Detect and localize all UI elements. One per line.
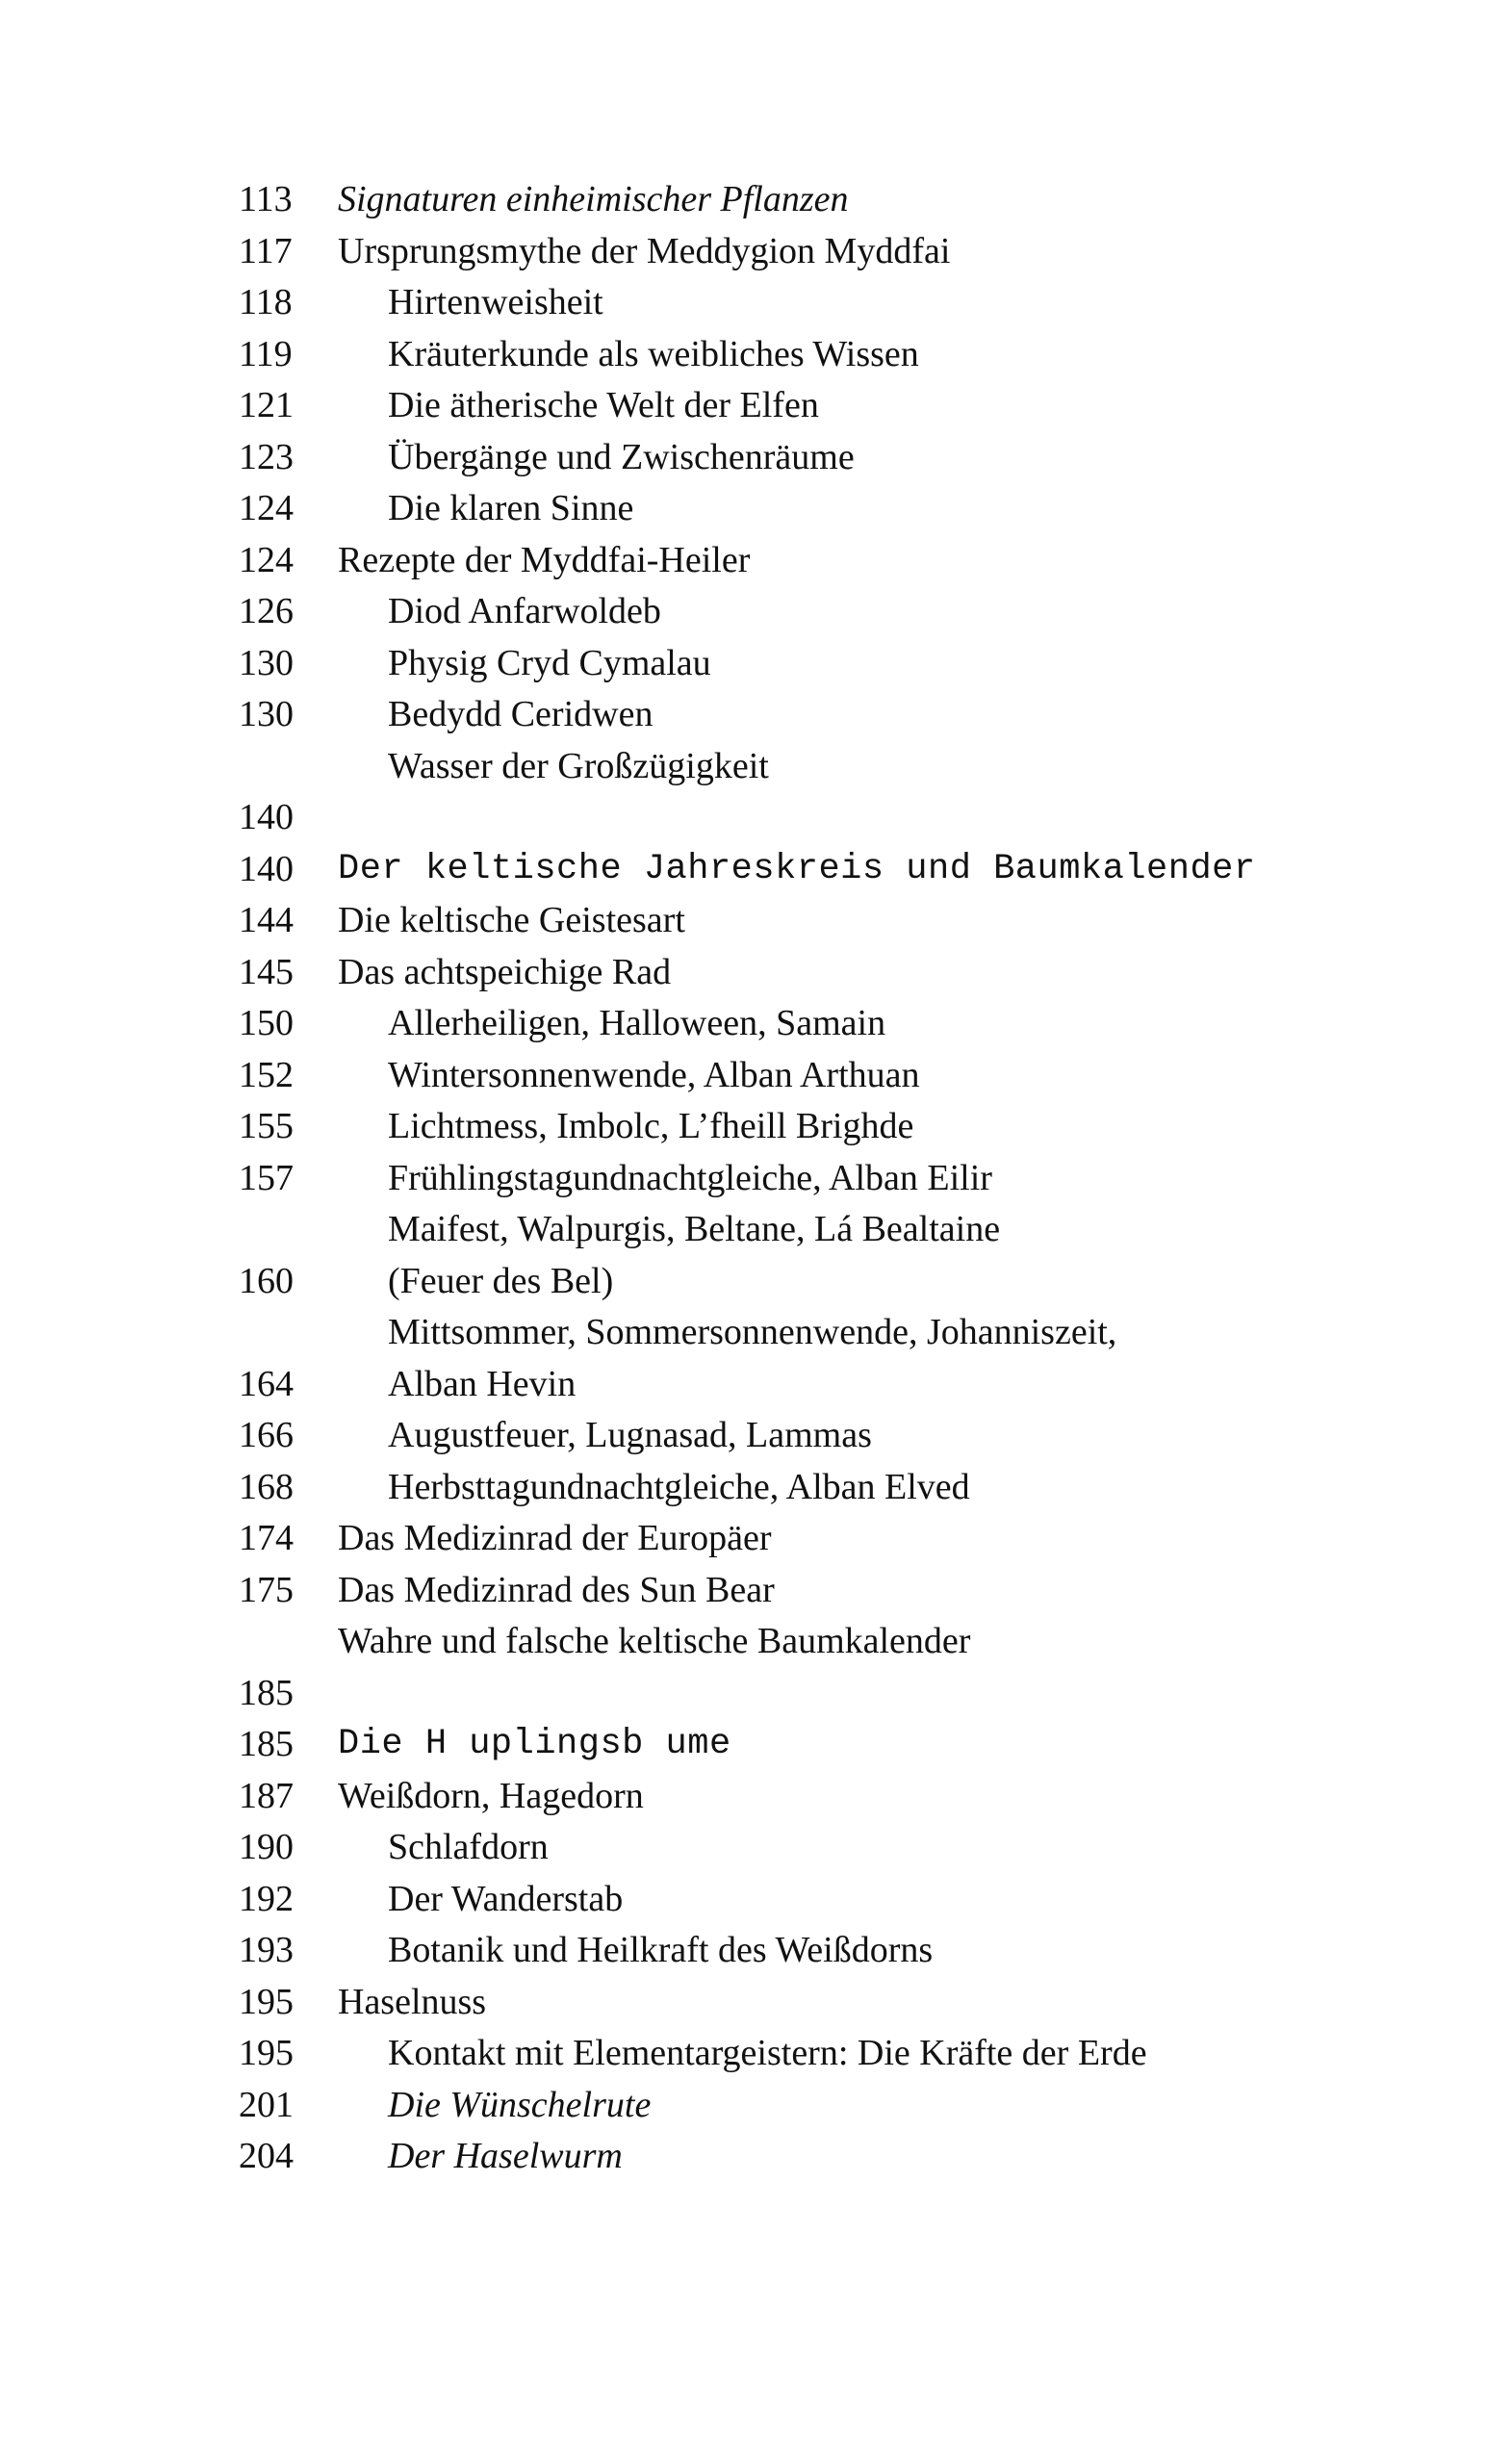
toc-entry-title: Wahre und falsche keltische Baumkalender bbox=[338, 1621, 971, 1661]
toc-entry bbox=[239, 1101, 1490, 1153]
toc-page-number: 121 bbox=[239, 385, 294, 425]
toc-page-number: 185 bbox=[239, 1724, 294, 1764]
toc-entry bbox=[239, 1565, 1490, 1617]
toc-page-number: 130 bbox=[239, 694, 294, 734]
toc-entry-title: Haselnuss bbox=[338, 1981, 487, 2022]
toc-subentry-title: Die klaren Sinne bbox=[388, 488, 634, 528]
toc-subentry-title: Der Haselwurm bbox=[388, 2136, 623, 2176]
toc-page-number: 168 bbox=[239, 1466, 294, 1507]
toc-page-number: 123 bbox=[239, 436, 294, 477]
toc-page-number: 150 bbox=[239, 1003, 294, 1043]
toc-entry-title: Ursprungsmythe der Meddygion Myddfai bbox=[338, 230, 951, 271]
toc-subentry-title: Wintersonnenwende, Alban Arthuan bbox=[388, 1054, 920, 1095]
toc-entry bbox=[239, 174, 1490, 226]
toc-entry-title: Die keltische Geistesart bbox=[338, 900, 685, 940]
table-of-contents bbox=[239, 174, 1490, 2183]
toc-subentry-title: Hirtenweisheit bbox=[388, 282, 603, 322]
toc-page-number: 193 bbox=[239, 1930, 294, 1970]
toc-subentry-title: Mittsommer, Sommersonnenwende, Johanniszeit, bbox=[388, 1312, 1117, 1352]
toc-entry bbox=[239, 689, 1490, 741]
toc-page-number: 130 bbox=[239, 642, 294, 683]
toc-subentry-title: Der Wanderstab bbox=[388, 1878, 624, 1919]
toc-entry bbox=[239, 1307, 1490, 1359]
toc-entry bbox=[239, 226, 1490, 278]
toc-entry bbox=[239, 1771, 1490, 1823]
toc-page-number: 175 bbox=[239, 1569, 294, 1610]
toc-entry bbox=[239, 1977, 1490, 2029]
toc-entry-title: Rezepte der Myddfai-Heiler bbox=[338, 539, 751, 580]
toc-entry-title: Das Medizinrad des Sun Bear bbox=[338, 1569, 775, 1610]
toc-entry bbox=[239, 277, 1490, 329]
toc-subentry-title: Übergänge und Zwischenräume bbox=[388, 436, 855, 477]
toc-subentry-title: Schlafdorn bbox=[388, 1827, 549, 1867]
toc-entry bbox=[239, 895, 1490, 947]
toc-page-number: 201 bbox=[239, 2084, 294, 2125]
toc-entry bbox=[239, 1874, 1490, 1926]
toc-subentry-title: Herbsttagundnachtgleiche, Alban Elved bbox=[388, 1466, 970, 1507]
toc-entry bbox=[239, 741, 1490, 793]
toc-entry bbox=[239, 998, 1490, 1050]
toc-page-number: 164 bbox=[239, 1363, 294, 1404]
toc-subentry-title: Lichtmess, Imbolc, L’fheill Brighde bbox=[388, 1106, 914, 1146]
toc-entry bbox=[239, 638, 1490, 690]
toc-page-number: 119 bbox=[239, 333, 293, 374]
toc-subentry-title: Bedydd Ceridwen bbox=[388, 694, 653, 734]
toc-entry bbox=[239, 2080, 1490, 2132]
toc-entry bbox=[239, 1822, 1490, 1874]
toc-subentry-title: Die Wünschelrute bbox=[388, 2084, 652, 2125]
toc-entry bbox=[239, 1204, 1490, 1256]
toc-page-number: 126 bbox=[239, 591, 294, 631]
toc-page-number: 145 bbox=[239, 951, 294, 992]
toc-page-number: 190 bbox=[239, 1827, 294, 1867]
toc-page-number: 192 bbox=[239, 1878, 294, 1919]
toc-entry bbox=[239, 1513, 1490, 1565]
toc-entry-title: Der keltische Jahreskreis und Baumkalender bbox=[338, 848, 1256, 889]
toc-entry bbox=[239, 1153, 1490, 1205]
toc-subentry-title: Allerheiligen, Halloween, Samain bbox=[388, 1003, 886, 1043]
toc-entry-title: Das achtspeichige Rad bbox=[338, 951, 672, 992]
toc-page-number: 140 bbox=[239, 848, 294, 889]
toc-entry bbox=[239, 586, 1490, 638]
toc-subentry-title: Maifest, Walpurgis, Beltane, Lá Bealtaine bbox=[388, 1209, 1001, 1249]
toc-subentry-title: Diod Anfarwoldeb bbox=[388, 591, 661, 631]
toc-entry bbox=[239, 380, 1490, 432]
toc-entry bbox=[239, 844, 1490, 896]
toc-page-number: 174 bbox=[239, 1518, 294, 1558]
toc-entry bbox=[239, 1410, 1490, 1462]
toc-entry-title: Die H uplingsb ume bbox=[338, 1724, 731, 1764]
toc-subentry-title: Die ätherische Welt der Elfen bbox=[388, 385, 819, 425]
toc-subentry-title: Augustfeuer, Lugnasad, Lammas bbox=[388, 1415, 872, 1455]
toc-page-number: 124 bbox=[239, 488, 294, 528]
toc-page-number: 195 bbox=[239, 1981, 294, 2022]
toc-entry bbox=[239, 792, 1490, 844]
toc-entry bbox=[239, 1668, 1490, 1720]
toc-page-number: 185 bbox=[239, 1672, 294, 1713]
toc-page-number: 140 bbox=[239, 797, 294, 837]
toc-entry bbox=[239, 535, 1490, 587]
toc-page-number: 124 bbox=[239, 539, 294, 580]
toc-page-number: 155 bbox=[239, 1106, 294, 1146]
toc-page-number: 204 bbox=[239, 2136, 294, 2176]
toc-entry bbox=[239, 947, 1490, 999]
toc-entry bbox=[239, 1616, 1490, 1668]
toc-entry bbox=[239, 1462, 1490, 1514]
toc-subentry-title: Frühlingstagundnachtgleiche, Alban Eilir bbox=[388, 1157, 992, 1198]
toc-entry bbox=[239, 2028, 1490, 2080]
toc-page-number: 166 bbox=[239, 1415, 294, 1455]
toc-entry bbox=[239, 329, 1490, 381]
toc-entry-title: Das Medizinrad der Europäer bbox=[338, 1518, 772, 1558]
toc-entry bbox=[239, 1050, 1490, 1102]
toc-subentry-title: Botanik und Heilkraft des Weißdorns bbox=[388, 1930, 934, 1970]
toc-entry bbox=[239, 432, 1490, 484]
toc-page-number: 187 bbox=[239, 1775, 294, 1816]
toc-subentry-title: Wasser der Großzügigkeit bbox=[388, 745, 769, 786]
toc-subentry-title: (Feuer des Bel) bbox=[388, 1260, 614, 1301]
toc-entry bbox=[239, 1359, 1490, 1411]
toc-entry bbox=[239, 2131, 1490, 2183]
toc-page-number: 117 bbox=[239, 230, 293, 271]
toc-page-number: 152 bbox=[239, 1054, 294, 1095]
toc-subentry-title: Kontakt mit Elementargeistern: Die Kräfte der Erde bbox=[388, 2033, 1147, 2073]
toc-page-number: 113 bbox=[239, 179, 293, 219]
toc-page-number: 195 bbox=[239, 2033, 294, 2073]
toc-page-number: 118 bbox=[239, 282, 293, 322]
toc-entry bbox=[239, 1925, 1490, 1977]
toc-subentry-title: Physig Cryd Cymalau bbox=[388, 642, 711, 683]
toc-entry bbox=[239, 483, 1490, 535]
toc-entry-title: Signaturen einheimischer Pflanzen bbox=[338, 179, 849, 219]
toc-page-number: 157 bbox=[239, 1157, 294, 1198]
toc-entry bbox=[239, 1719, 1490, 1771]
toc-subentry-title: Kräuterkunde als weibliches Wissen bbox=[388, 333, 919, 374]
toc-subentry-title: Alban Hevin bbox=[388, 1363, 577, 1404]
toc-entry-title: Weißdorn, Hagedorn bbox=[338, 1775, 644, 1816]
toc-page-number: 144 bbox=[239, 900, 294, 940]
toc-page-number: 160 bbox=[239, 1260, 294, 1301]
toc-entry bbox=[239, 1256, 1490, 1308]
